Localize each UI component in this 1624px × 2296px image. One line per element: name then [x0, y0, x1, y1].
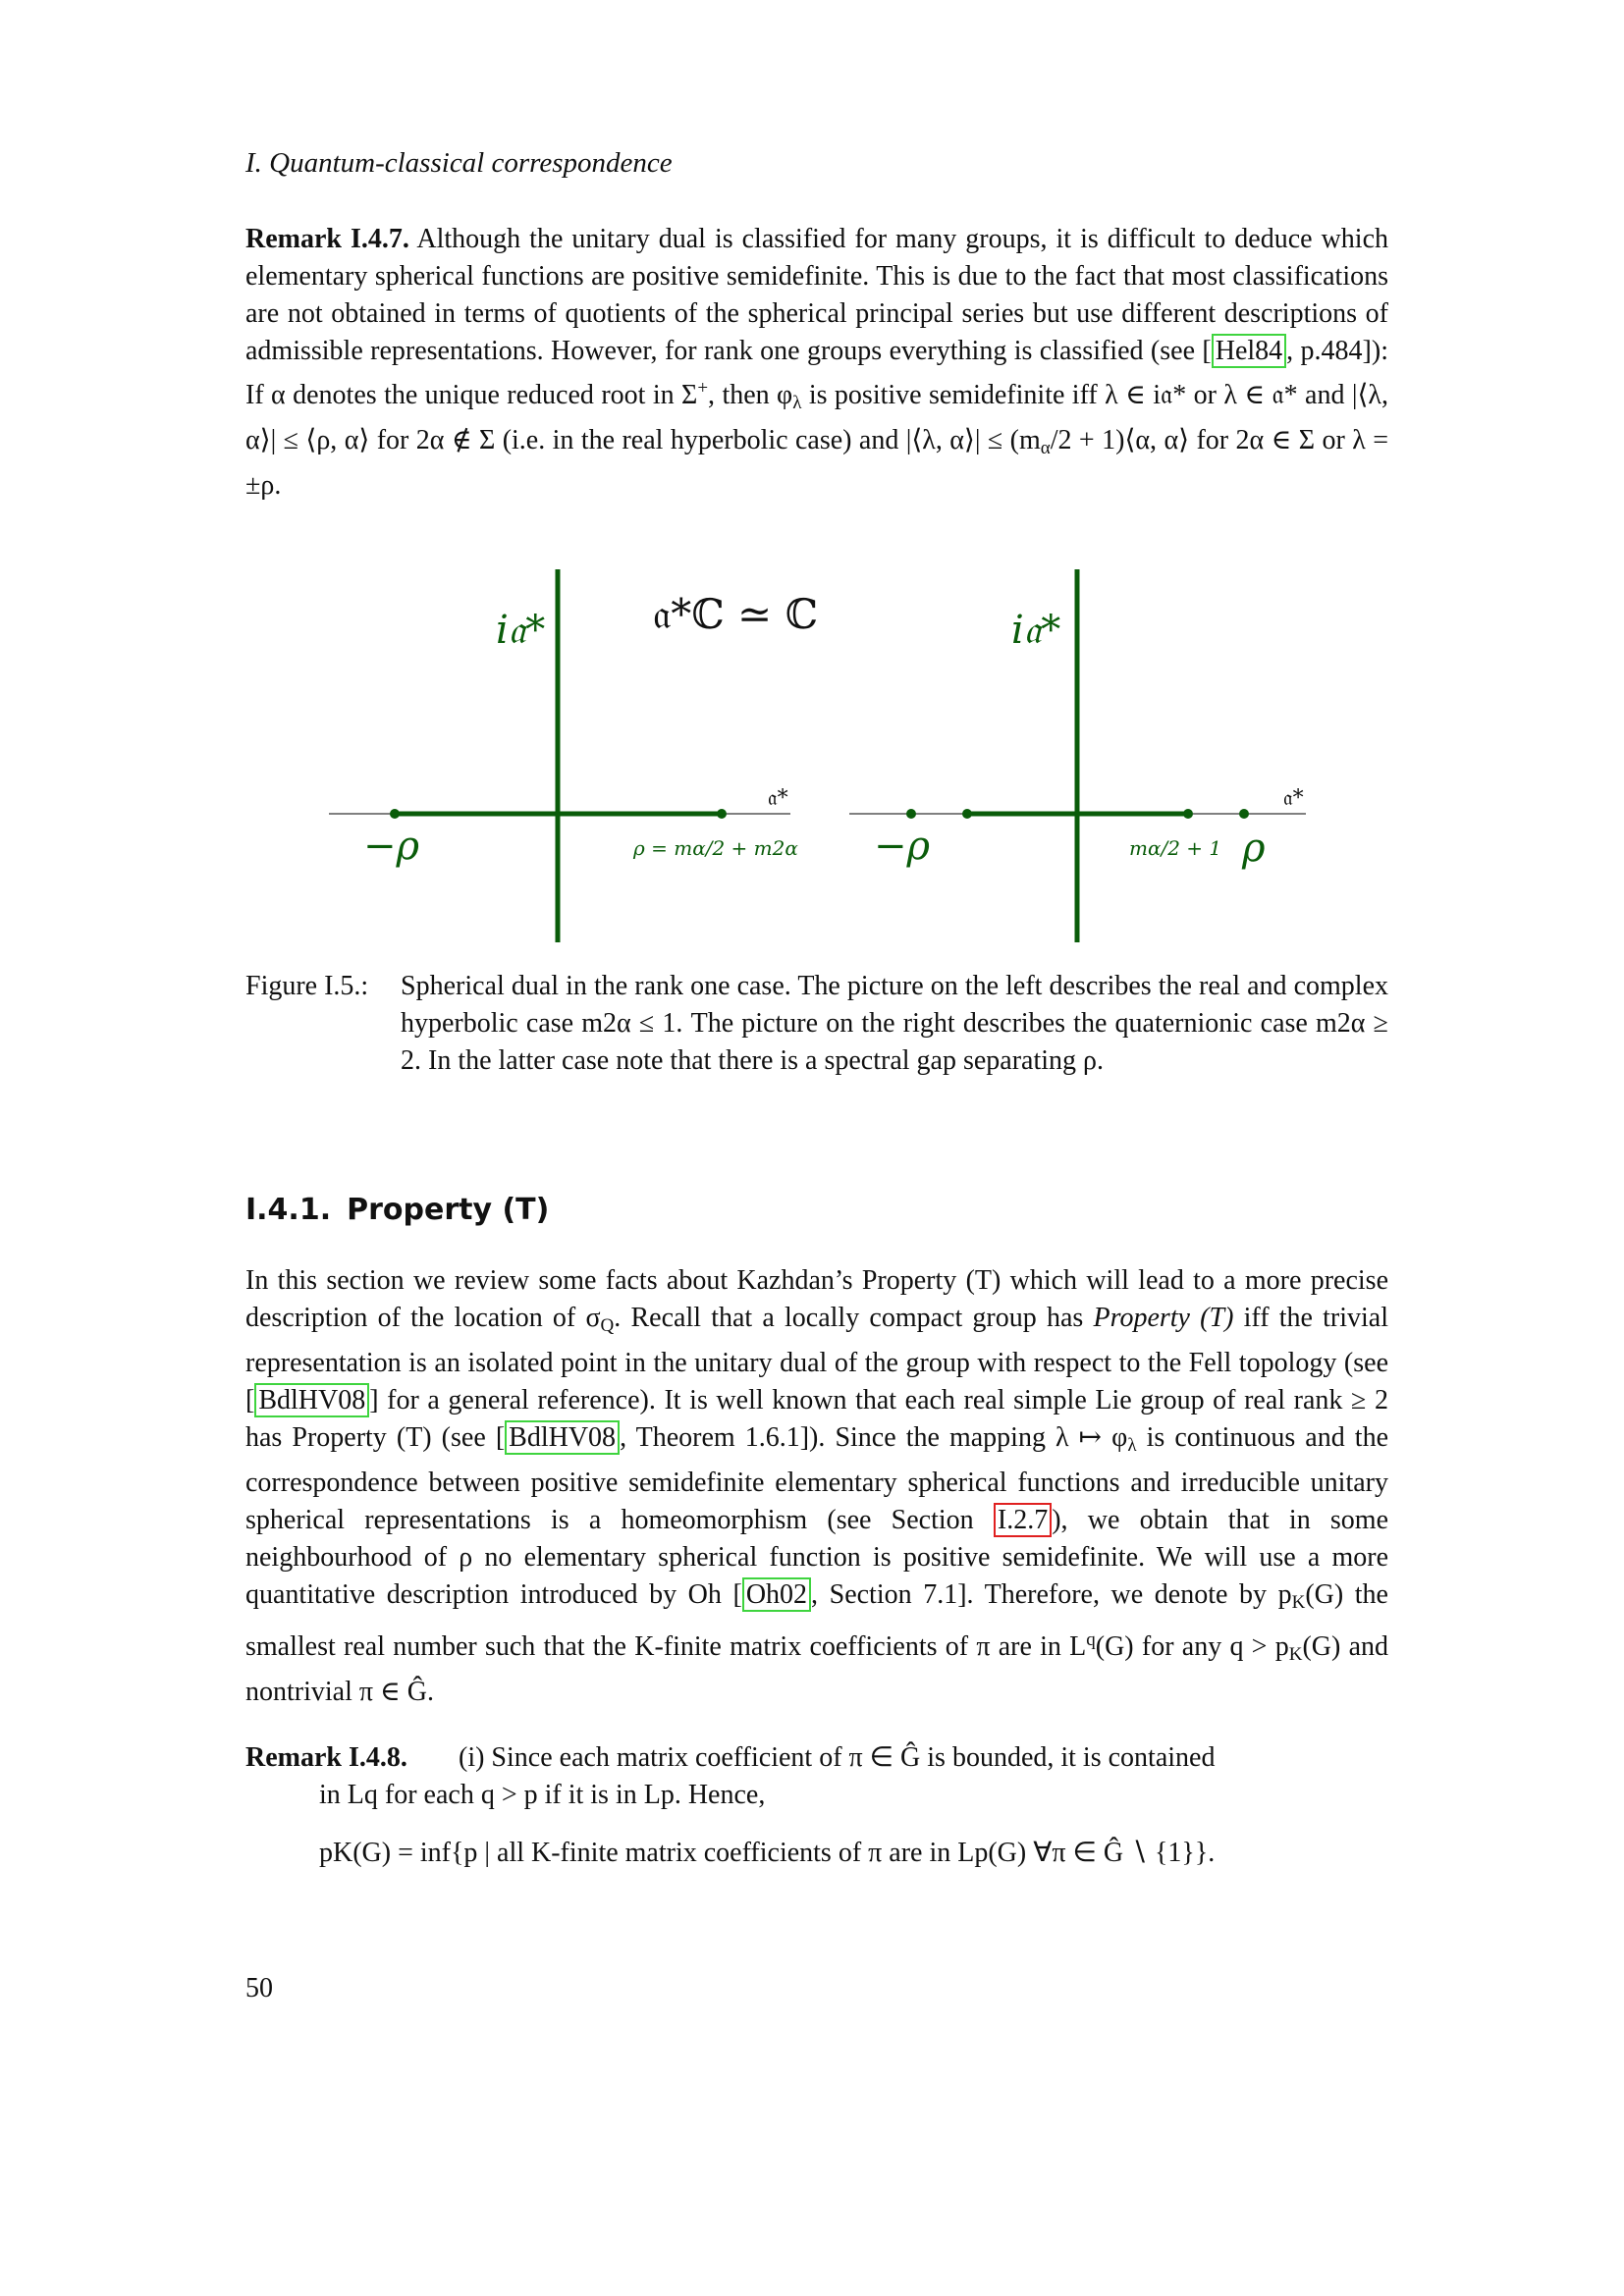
running-head: I. Quantum-classical correspondence	[245, 147, 673, 179]
right-gap-left-point	[962, 809, 972, 819]
remark-item-continuation: in Lq for each q > p if it is in Lp. Hence,	[319, 1780, 766, 1810]
page-number: 50	[245, 1973, 273, 2003]
right-real-label: 𝔞*	[1283, 786, 1304, 811]
right-rho-label: ρ	[1242, 826, 1266, 871]
right-neg-rho-point	[906, 809, 916, 819]
remark-label: Remark I.4.7.	[245, 224, 409, 254]
left-real-label: 𝔞*	[768, 786, 788, 811]
right-gap-formula: mα/2 + 1	[1129, 836, 1222, 860]
right-imag-label: i𝔞*	[1011, 608, 1061, 653]
right-rho-point	[1239, 809, 1249, 819]
citation-link[interactable]: Hel84	[1212, 334, 1286, 368]
right-neg-rho-label: −ρ	[874, 824, 931, 869]
spherical-dual-figure	[324, 564, 1326, 947]
right-diagram	[849, 569, 1306, 942]
section-reference-link[interactable]: I.2.7	[994, 1503, 1052, 1537]
section-heading	[245, 1193, 549, 1227]
remark-paragraph: Remark I.4.7. Although the unitary dual is classified for many groups, it is difficult to deduce which elementary spherical functions are positive semidefinite. This is due to the fact that most classifications are not obtained in terms of quotients of the spherical principal series but use different descriptions of admissible representations. However, for rank one groups everything is classified (see [ Hel84 , p.484]): If α denotes the unique reduced root in Σ+, then $\varphi_\lambda$ is positive semidefinite iff λ ∈ i𝔞* or λ ∈ 𝔞* and |⟨λ, α⟩| ≤ ⟨ρ, α⟩ for 2α ∉ Σ (i.e. in the real hyperbolic case) and |⟨λ, α⟩| ≤ ($m_\alpha/2$ + 1)⟨α, α⟩ for 2α ∈ Σ or λ = ±ρ.	[245, 224, 1388, 501]
citation-link[interactable]: Oh02	[742, 1577, 811, 1612]
figure-svg	[324, 564, 1326, 947]
left-rho-formula: ρ = mα/2 + m2α	[633, 836, 798, 860]
caption-text: Spherical dual in the rank one case. The picture on the left describes the real and complex hyperbolic case m2α ≤ 1. The picture on the right describes the quaternionic case m2α ≥ 2. In the latter case note that there is a spectral gap separating ρ.	[401, 971, 1388, 1076]
section-number: I.4.1.	[245, 1193, 332, 1227]
citation-link[interactable]: BdlHV08	[254, 1383, 369, 1417]
left-rho-point	[717, 809, 727, 819]
left-imag-label: i𝔞*	[496, 608, 546, 653]
section-title: Property (T)	[347, 1193, 550, 1227]
right-gap-right-point	[1183, 809, 1193, 819]
caption-label: Figure I.5.:	[245, 971, 369, 1001]
left-diagram	[329, 569, 818, 942]
display-formula: pK(G) = inf{p | all K-finite matrix coefficients of π are in Lp(G) ∀π ∈ Ĝ ∖ {1}}.	[319, 1838, 1216, 1868]
left-neg-rho-point	[390, 809, 400, 819]
remark-item: (i) Since each matrix coefficient of π ∈ Ĝ is bounded, it is contained	[459, 1742, 1216, 1773]
remark-label: Remark I.4.8.	[245, 1742, 407, 1773]
citation-link[interactable]: BdlHV08	[505, 1420, 620, 1455]
property-t-paragraph: In this section we review some facts about Kazhdan’s Property (T) which will lead to a more precise description of the location of $\sigma_Q$. Recall that a locally compact group has Property (T) iff the trivial representation is an isolated point in the unitary dual of the group with respect to the Fell topology (see [ BdlHV08 ] for a general reference). It is well known that each real simple Lie group of real rank ≥ 2 has Property (T) (see [ BdlHV08 , Theorem 1.6.1]). Since the mapping λ ↦ $\varphi_\lambda$ is continuous and the correspondence between positive semidefinite elementary spherical functions and irreducible unitary spherical representations is a homeomorphism (see Section I.2.7 ), we obtain that in some neighbourhood of ρ no elementary spherical function is positive semidefinite. We will use a more quantitative description introduced by Oh [ Oh02 , Section 7.1]. Therefore, we denote by $p_K(G)$ the smallest real number such that the K-finite matrix coefficients of π are in $L^q(G)$ for any $q > p_K(G)$ and nontrivial π ∈ Ĝ.	[245, 1265, 1389, 1707]
figure-title: 𝔞*ℂ ≃ ℂ	[653, 590, 819, 638]
left-neg-rho-label: −ρ	[363, 824, 420, 869]
